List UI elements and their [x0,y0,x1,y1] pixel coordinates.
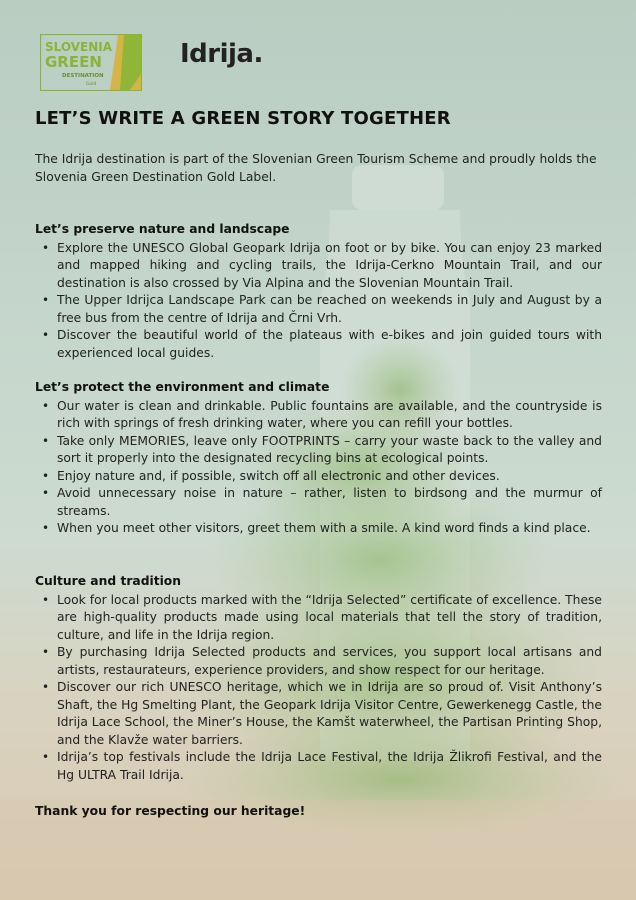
bullet-icon: • [42,592,50,607]
list-item: • Idrija’s top festivals include the Idrija Lace Festival, the Idrija Žlikrofi Festival, and the Hg ULTRA Trail Idrija. [42,750,602,782]
slovenia-green-destination-logo [40,34,142,91]
bullet-icon: • [42,521,50,535]
svg-text:SLOVENIA: SLOVENIA [45,40,113,54]
list-item: • Take only MEMORIES, leave only FOOTPRINTS – carry your waste back to the valley and sort it properly into the designated recycling bins at ecological points. [42,433,602,465]
intro-paragraph: The Idrija destination is part of the Slovenian Green Tourism Scheme and proudly holds the Slovenia Green Destination Gold Label. [35,152,597,184]
svg-text:GREEN: GREEN [45,53,102,71]
list-item: • Our water is clean and drinkable. Public fountains are available, and the countryside is rich with springs of fresh drinking water, where you can refill your bottles. [42,398,602,430]
list-item: • Explore the UNESCO Global Geopark Idrija on foot or by bike. You can enjoy 23 marked and mapped hiking and cycling trails, the Idrija-Cerkno Mountain Trail, and our destination is also crossed by Via Alpina and the Slovenian Mountain Trail. [42,240,602,290]
section-heading: Let’s protect the environment and climate [35,380,330,394]
section-heading: Let’s preserve nature and landscape [35,222,290,236]
svg-text:Gold: Gold [86,82,97,87]
bullet-icon: • [42,398,50,413]
list-item: • When you meet other visitors, greet them with a smile. A kind word finds a kind place. [57,520,602,538]
svg-text:DESTINATION: DESTINATION [62,73,104,79]
section-culture [35,573,602,784]
page-title: LET’S WRITE A GREEN STORY TOGETHER [35,108,451,129]
list-item: • Avoid unnecessary noise in nature – rather, listen to birdsong and the murmur of streams. [42,486,602,518]
list-item: • Look for local products marked with the “Idrija Selected” certificate of excellence. These are high-quality products made using local materials that tell the story of tradition, culture, and life in the Idrija region. [42,592,602,642]
bullet-icon: • [42,486,50,500]
section-heading: Culture and tradition [35,574,182,588]
bullet-icon: • [42,240,50,255]
bullet-list [35,240,602,363]
section-environment [35,379,602,538]
closing-text: Thank you for respecting our heritage! [35,804,306,818]
list-item: • The Upper Idrijca Landscape Park can be reached on weekends in July and August by a free bus from the centre of Idrija and Črni Vrh. [42,293,602,325]
list-item: • By purchasing Idrija Selected products and services, you support local artisans and artists, restaurateurs, experience providers, and show respect for our heritage. [42,645,602,677]
idrija-logo: Idrija. [180,39,263,69]
list-item: • Enjoy nature and, if possible, switch off all electronic and other devices. [57,468,602,486]
bullet-icon: • [42,645,50,659]
bullet-icon: • [42,468,50,483]
list-item: • Discover our rich UNESCO heritage, which we in Idrija are so proud of. Visit Anthony’s Shaft, the Hg Smelting Plant, the Geopark Idrija Visitor Centre, Gewerkenegg Castle, the Idrija Lace School, the Miner’s House, the Kamšt waterwheel, the Partisan Printing Shop, and the Klavže water barriers. [42,680,602,747]
bullet-icon: • [42,750,50,764]
list-item: • Discover the beautiful world of the plateaus with e-bikes and join guided tours with experienced local guides. [42,328,602,360]
bullet-list [35,398,602,538]
bullet-icon: • [42,328,50,342]
bullet-icon: • [42,433,50,448]
bullet-list [35,592,602,785]
bullet-icon: • [42,293,50,307]
section-nature [35,221,602,362]
bullet-icon: • [42,680,50,694]
